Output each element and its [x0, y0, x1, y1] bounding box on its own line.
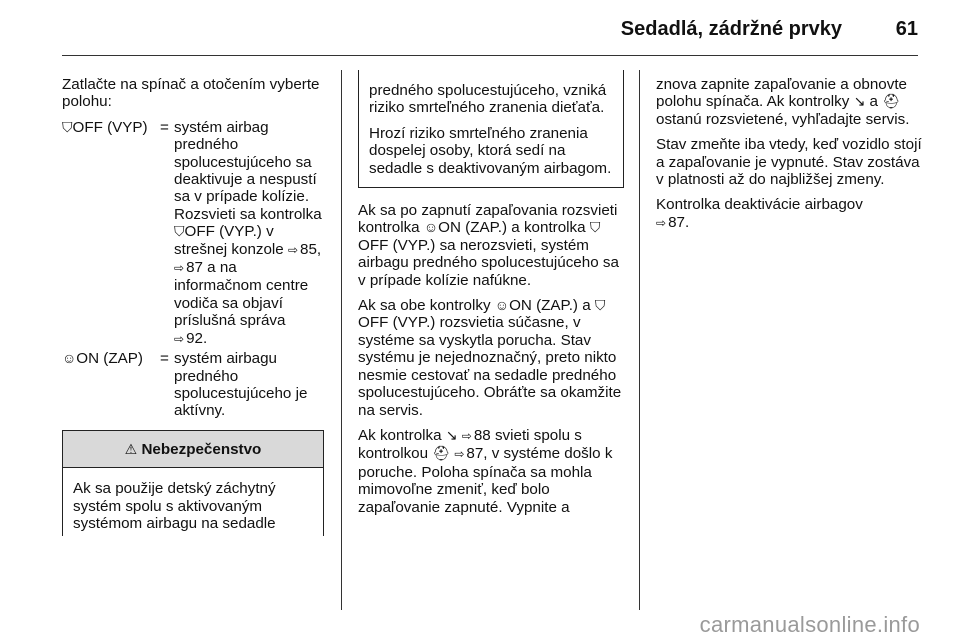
page-ref-arrow-icon: ⇨ — [287, 242, 299, 257]
paragraph-ignition: Ak sa po zapnutí zapaľovania rozsvieti kontrolka ☺ON (ZAP.) a kontrolka ⛉OFF (VYP.) sa nerozsvieti, systém airbagu predného spolucestujúceho sa v prípade kolízie nafúkne. — [358, 202, 619, 289]
paragraph-change-state: Stav zmeňte iba vtedy, keď vozidlo stojí a zapaľovanie je vypnuté. Stav zostáva v platnosti až do najbližšej zmeny. — [656, 136, 922, 189]
page-ref-link[interactable]: 92. — [186, 329, 208, 347]
column-divider-2 — [639, 70, 640, 610]
danger-box — [62, 430, 324, 537]
airbag-off-icon: ⛉ — [589, 219, 601, 236]
equals-sign: = — [160, 350, 169, 368]
page-ref-link[interactable]: 87. — [668, 213, 690, 231]
danger-title: Nebezpečenstvo — [141, 440, 262, 458]
definition-off — [62, 119, 324, 348]
equals-sign: = — [160, 118, 169, 136]
paragraph-both-lamps: Ak sa obe kontrolky ☺ON (ZAP.) a ⛉OFF (VYP.) rozsvietia súčasne, v systéme sa vyskytla porucha. Stav systému je nejednoznačný, preto nikto nesmie cestovať na sedadle predného spolucestujúceho. Obráťte sa okamžite na servis. — [358, 297, 622, 419]
seatbelt-icon: ↘ — [445, 426, 458, 443]
airbag-off-icon: ⛉ — [594, 297, 606, 314]
page-number: 61 — [895, 18, 918, 40]
paragraph-deactivation-lamp: Kontrolka deaktivácie airbagov ⇨ 87. — [656, 196, 863, 231]
page-ref-arrow-icon: ⇨ — [174, 261, 185, 276]
page-title: Sedadlá, zádržné prvky — [620, 18, 842, 40]
paragraph-fault: Ak kontrolka ↘ ⇨ 88 svieti spolu s kontrolkou ⛑ ⇨ 87, v systéme došlo k poruche. Poloha spínača sa mohla mimovoľne zmeniť, keď bolo zapaľovanie zapnuté. Vypnite a — [358, 426, 613, 516]
page-ref-link[interactable]: 85, — [300, 240, 322, 258]
airbag-icon: ⛑ — [432, 445, 451, 462]
danger-box-header — [63, 431, 323, 468]
airbag-on-icon: ☺ — [494, 297, 510, 314]
page-ref-arrow-icon: ⇨ — [454, 447, 465, 462]
definition-on — [62, 350, 324, 420]
column-1 — [62, 76, 324, 536]
header-divider — [62, 55, 918, 56]
page-ref-arrow-icon: ⇨ — [656, 215, 667, 230]
definition-off-description: systém airbag predného spolucestujúceho sa deaktivuje a nespustí sa v prípade kolízie. Rozsvieti sa kontrolka ⛉OFF (VYP.) v strešnej konzole ⇨ 85, ⇨ 87 a na informačnom centre vodiča sa objaví príslušná správa ⇨ 92. — [174, 118, 322, 347]
column-2 — [358, 76, 624, 524]
definition-on-description: systém airbagu predného spolucestujúceho je aktívny. — [174, 350, 308, 420]
danger-box-continued — [358, 70, 624, 188]
column-divider-1 — [341, 70, 342, 610]
page-ref-arrow-icon: ⇨ — [461, 428, 472, 443]
airbag-on-icon: ☺ — [423, 219, 439, 236]
airbag-icon: ⛑ — [882, 93, 900, 110]
airbag-on-icon: ☺ — [62, 350, 77, 367]
airbag-off-icon: ⛉ — [174, 223, 185, 240]
danger-cont-1: predného spolucestujúceho, vzniká riziko smrteľného zranenia dieťaťa. — [369, 82, 607, 117]
term-off: OFF (VYP) — [72, 118, 148, 136]
intro-text: Zatlačte na spínač a otočením vyberte polohu: — [62, 76, 320, 111]
column-3 — [656, 76, 924, 240]
page-ref-arrow-icon: ⇨ — [174, 331, 185, 346]
term-on: ON (ZAP) — [76, 350, 143, 368]
warning-icon: ⚠ — [124, 440, 138, 457]
airbag-off-icon: ⛉ — [62, 118, 73, 135]
danger-cont-2: Hrozí riziko smrteľného zranenia dospelej osoby, ktorá sedí na sedadle s deaktivovaným airbagom. — [369, 124, 612, 177]
watermark-brand: carmanualsonline.info — [699, 612, 920, 637]
paragraph-restart: znova zapnite zapaľovanie a obnovte polohu spínača. Ak kontrolky ↘ a ⛑ ostanú rozsvietené, vyhľadajte servis. — [656, 76, 910, 128]
seatbelt-icon: ↘ — [853, 93, 866, 110]
danger-body: Ak sa použije detský záchytný systém spolu s aktivovaným systémom airbagu na sedadle — [73, 480, 276, 532]
